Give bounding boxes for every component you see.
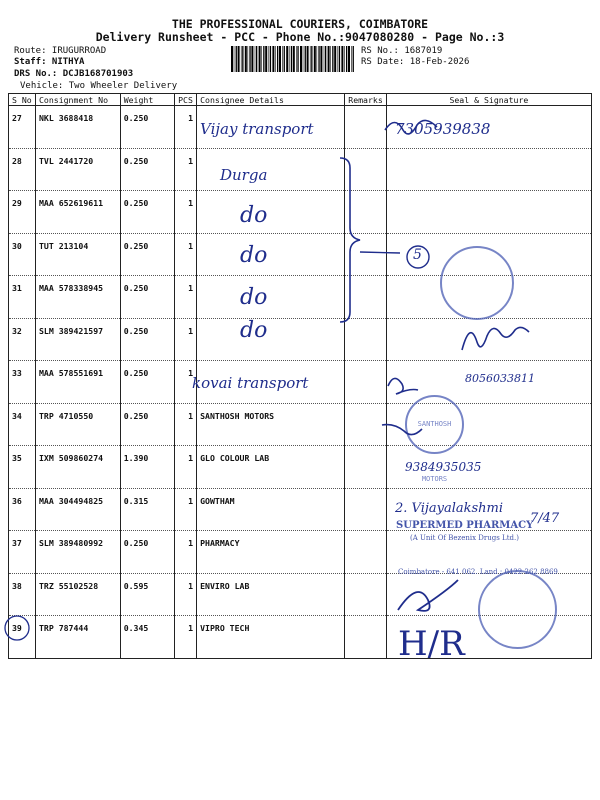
barcode-bar [332,46,333,72]
barcode-bar [307,46,309,72]
barcode-bar [328,46,330,72]
rs-number: RS No.: 1687019 [361,46,443,56]
cell-consignee [197,191,345,234]
company-name: THE PROFESSIONAL COURIERS, COIMBATORE [171,17,429,31]
cell-weight: 0.250 [120,403,174,446]
cell-consignee: VIPRO TECH [197,616,345,659]
cell-consignment: MAA 578551691 [35,361,120,404]
barcode-bar [245,46,247,72]
runsheet-subtitle: Delivery Runsheet - PCC - Phone No.:9047080280 - Page No.:3 [95,30,505,44]
cell-pcs: 1 [175,531,197,574]
barcode-bar [265,46,267,72]
cell-remarks [345,148,387,191]
hw-count: 5 [413,247,422,263]
barcode-bar [324,46,325,72]
cell-weight: 0.315 [120,488,174,531]
col-pcs: PCS [175,94,197,106]
table-row [9,148,592,191]
hw-r35-phone: 9384935035 [405,460,482,474]
cell-consignment: MAA 652619611 [35,191,120,234]
cell-pcs: 1 [175,361,197,404]
cell-pcs: 1 [175,233,197,276]
cell-pcs: 1 [175,573,197,616]
round-stamp-1 [440,246,514,320]
cell-seal [386,318,591,361]
hw-r33: kovai transport [192,374,309,392]
hw-r33-phone: 8056033811 [465,372,535,385]
cell-consignee: PHARMACY [197,531,345,574]
barcode-bar [279,46,281,72]
cell-consignee: ENVIRO LAB [197,573,345,616]
cell-sno: 38 [9,573,36,616]
cell-sno: 32 [9,318,36,361]
barcode-bar [261,46,262,72]
barcode-bar [291,46,292,72]
barcode-bar [242,46,243,72]
cell-consignee [197,318,345,361]
hw-r27-phone: 7305939838 [395,120,491,138]
cell-pcs: 1 [175,148,197,191]
barcode-bar [286,46,288,72]
cell-pcs: 1 [175,276,197,319]
cell-consignee: SANTHOSH MOTORS [197,403,345,446]
cell-remarks [345,233,387,276]
cell-consignee [197,276,345,319]
barcode-bar [277,46,278,72]
cell-consignment: IXM 509860274 [35,446,120,489]
cell-consignment: NKL 3688418 [35,106,120,149]
hw-r36: 2. Vijayalakshmi [395,501,504,516]
barcode-bar [297,46,298,72]
cell-remarks [345,531,387,574]
table-row [9,318,592,361]
cell-sno: 33 [9,361,36,404]
barcode-bar [303,46,304,72]
cell-consignment: TRZ 55102528 [35,573,120,616]
cell-consignee: GOWTHAM [197,488,345,531]
barcode-bar [249,46,250,72]
cell-sno: 39 [9,616,36,659]
cell-weight: 0.250 [120,148,174,191]
col-sno: S No [9,94,36,106]
barcode-bar [353,46,354,72]
barcode-bar [311,46,312,72]
pharmacy-stamp-name: SUPERMED PHARMACY [396,520,534,531]
barcode-bar [259,46,261,72]
cell-sno: 31 [9,276,36,319]
col-remarks: Remarks [345,94,387,106]
barcode-bar [255,46,256,72]
table-row [9,403,592,446]
cell-sno: 34 [9,403,36,446]
cell-remarks [345,276,387,319]
col-consignment: Consignment No [35,94,120,106]
cell-remarks [345,191,387,234]
cell-weight: 0.250 [120,318,174,361]
barcode-bar [317,46,318,72]
barcode-bar [334,46,336,72]
cell-consignee [197,148,345,191]
barcode-bar [275,46,276,72]
cell-consignment: TVL 2441720 [35,148,120,191]
cell-pcs: 1 [175,191,197,234]
cell-remarks [345,446,387,489]
barcode-bar [284,46,285,72]
cell-consignee [197,233,345,276]
table-row [9,191,592,234]
table-header [9,94,592,106]
hw-r37-num: 7/47 [530,511,560,526]
barcode-bar [289,46,290,72]
barcode-bar [263,46,264,72]
barcode-bar [344,46,345,72]
cell-consignment: SLM 389421597 [35,318,120,361]
cell-weight: 0.345 [120,616,174,659]
cell-pcs: 1 [175,403,197,446]
cell-pcs: 1 [175,318,197,361]
hw-hr: H/R [398,624,465,664]
barcode-bar [300,46,302,72]
col-consignee: Consignee Details [197,94,345,106]
barcode [231,46,356,72]
cell-pcs: 1 [175,106,197,149]
barcode-bar [272,46,274,72]
cell-sno: 28 [9,148,36,191]
cell-weight: 1.390 [120,446,174,489]
table-row [9,446,592,489]
cell-sno: 36 [9,488,36,531]
hw-ditto-30: do [240,243,268,268]
cell-sno: 29 [9,191,36,234]
cell-remarks [345,361,387,404]
rs-date: RS Date: 18-Feb-2026 [361,57,470,67]
pharmacy-stamp-line2: Coimbatore - 641 062. Land : 0422 262 8869 [398,568,558,576]
barcode-bar [339,46,340,72]
vehicle-field: Vehicle: Two Wheeler Delivery [20,81,178,91]
barcode-bar [325,46,326,72]
barcode-bar [241,46,242,72]
cell-consignment: TUT 213104 [35,233,120,276]
round-stamp-2 [478,570,557,649]
pharmacy-stamp-line1: (A Unit Of Bezenix Drugs Ltd.) [410,534,519,542]
cell-consignment: TRP 4710550 [35,403,120,446]
barcode-bar [282,46,283,72]
cell-remarks [345,106,387,149]
hw-r27: Vijay transport [200,120,314,138]
barcode-bar [269,46,270,72]
barcode-bar [338,46,339,72]
barcode-bar [318,46,319,72]
cell-weight: 0.250 [120,361,174,404]
barcode-bar [348,46,350,72]
cell-sno: 37 [9,531,36,574]
barcode-bar [251,46,253,72]
cell-seal [386,191,591,234]
hw-ditto-29: do [240,203,268,228]
barcode-bar [231,46,233,72]
barcode-bar [310,46,311,72]
cell-remarks [345,318,387,361]
barcode-bar [330,46,331,72]
barcode-bar [351,46,352,72]
barcode-bar [305,46,306,72]
cell-remarks [345,573,387,616]
barcode-bar [248,46,249,72]
cell-remarks [345,616,387,659]
cell-remarks [345,403,387,446]
barcode-bar [314,46,316,72]
cell-pcs: 1 [175,446,197,489]
cell-weight: 0.250 [120,106,174,149]
cell-consignment: MAA 304494825 [35,488,120,531]
cell-sno: 35 [9,446,36,489]
hw-ditto-32: do [240,318,268,343]
cell-weight: 0.250 [120,531,174,574]
barcode-bar [320,46,322,72]
cell-pcs: 1 [175,488,197,531]
cell-weight: 0.250 [120,233,174,276]
route-field: Route: IRUGURROAD [14,46,107,56]
barcode-bar [270,46,271,72]
barcode-bar [296,46,297,72]
barcode-bar [234,46,235,72]
cell-pcs: 1 [175,616,197,659]
col-weight: Weight [120,94,174,106]
santhosh-stamp: SANTHOSH MOTORS [405,395,464,454]
cell-consignment: SLM 389480992 [35,531,120,574]
col-seal: Seal & Signature [386,94,591,106]
cell-sno: 30 [9,233,36,276]
cell-weight: 0.250 [120,191,174,234]
barcode-bar [238,46,240,72]
barcode-bar [256,46,257,72]
cell-consignee: GLO COLOUR LAB [197,446,345,489]
hw-ditto-31: do [240,285,268,310]
barcode-bar [293,46,295,72]
cell-seal [386,148,591,191]
cell-weight: 0.595 [120,573,174,616]
hw-r28: Durga [220,166,268,184]
cell-weight: 0.250 [120,276,174,319]
cell-consignment: MAA 578338945 [35,276,120,319]
cell-sno: 27 [9,106,36,149]
cell-remarks [345,488,387,531]
barcode-bar [341,46,343,72]
drs-field: DRS No.: DCJB168701903 [14,69,134,79]
staff-field: Staff: NITHYA [14,57,85,67]
cell-consignment: TRP 787444 [35,616,120,659]
barcode-bar [346,46,347,72]
barcode-bar [236,46,237,72]
